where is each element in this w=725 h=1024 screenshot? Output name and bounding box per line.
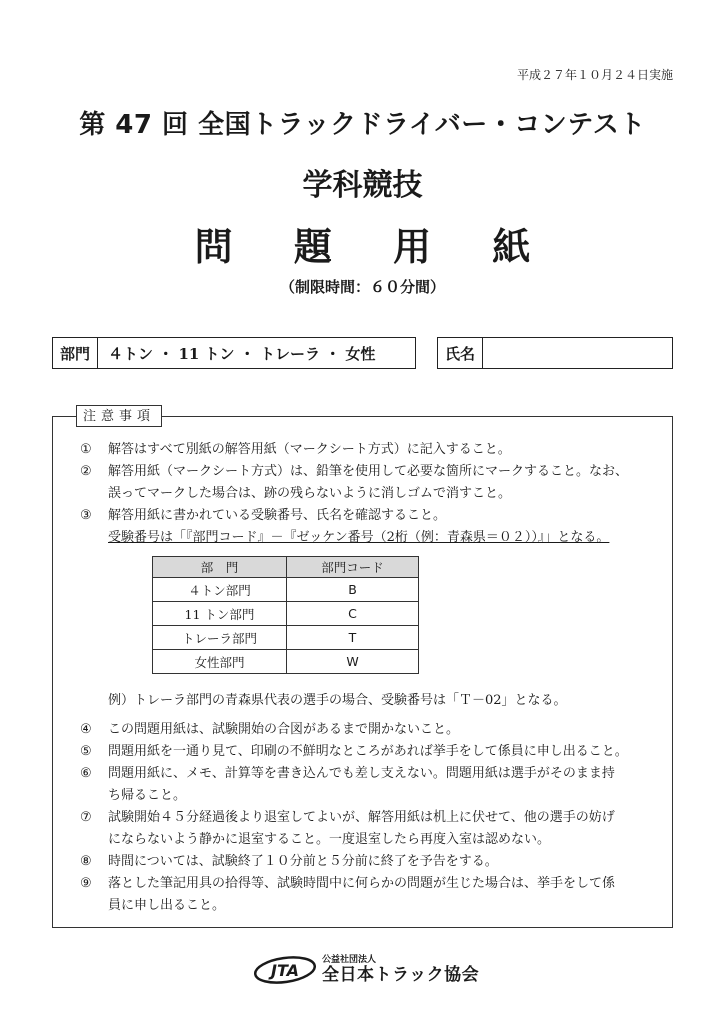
note-text: 落とした筆記用具の拾得等、試験時間中に何らかの問題が生じた場合は、挙手をして係	[108, 876, 616, 891]
table-row	[153, 626, 419, 650]
note-number: ②	[80, 464, 92, 479]
exam-number-format: 受験番号は「『部門コード』－『ゼッケン番号（2桁（例：青森県＝０２））』」となる。	[108, 530, 610, 545]
table-header-row	[153, 557, 419, 578]
division-label: 部門	[53, 338, 98, 368]
division-field	[52, 337, 416, 369]
note-item-5	[80, 742, 628, 762]
table-header: 部 門	[153, 557, 287, 578]
note-item-7	[80, 808, 615, 828]
note-item-3	[80, 506, 446, 526]
note-text: 試験開始４５分経過後より退室してよいが、解答用紙は机上に伏せて、他の選手の妨げ	[108, 810, 615, 825]
jta-logo	[254, 955, 479, 985]
example-note: 例）トレーラ部門の青森県代表の選手の場合、受験番号は「Ｔ－02」となる。	[108, 693, 567, 708]
note-number: ③	[80, 508, 92, 523]
note-item-4	[80, 720, 459, 740]
table-cell: 11 トン部門	[153, 602, 287, 626]
table-cell: C	[287, 602, 419, 626]
subject-title: 学科競技	[302, 168, 423, 203]
table-row	[153, 650, 419, 674]
note-number: ⑤	[80, 744, 92, 759]
note-text: 解答用紙に書かれている受験番号、氏名を確認すること。	[108, 508, 447, 523]
table-cell: トレーラ部門	[153, 626, 287, 650]
note-text: 問題用紙に、メモ、計算等を書き込んでも差し支えない。問題用紙は選手がそのまま持	[108, 766, 615, 781]
note-text: この問題用紙は、試験開始の合図があるまで開かないこと。	[108, 722, 460, 737]
note-text: 解答はすべて別紙の解答用紙（マークシート方式）に記入すること。	[108, 442, 511, 457]
table-cell: 女性部門	[153, 650, 287, 674]
org-type: 公益社団法人	[322, 955, 377, 965]
note-number: ⑨	[80, 876, 92, 891]
table-header: 部門コード	[287, 557, 419, 578]
note-text-cont: 誤ってマークした場合は、跡の残らないように消しゴムで消すこと。	[108, 486, 512, 501]
table-cell: ４トン部門	[153, 578, 287, 602]
org-name-block	[322, 955, 479, 985]
svg-text:JTA: JTA	[270, 961, 300, 980]
note-item-8	[80, 852, 498, 872]
note-text: 時間については、試験終了１０分前と５分前に終了を予告をする。	[108, 854, 498, 869]
contest-title: 第 47 回 全国トラックドライバー・コンテスト	[79, 110, 646, 140]
note-item-1	[80, 440, 511, 460]
notes-title: 注意事項	[76, 405, 162, 427]
table-cell: B	[287, 578, 419, 602]
table-cell: T	[287, 626, 419, 650]
note-text: 解答用紙（マークシート方式）は、鉛筆を使用して必要な箇所にマークすること。なお、	[108, 464, 629, 479]
note-text-cont: ち帰ること。	[108, 788, 187, 803]
exam-date: 平成２７年１０月２４日実施	[516, 68, 673, 82]
name-input[interactable]	[483, 338, 672, 368]
table-row	[153, 602, 419, 626]
document-title: 問 題 用 紙	[194, 225, 555, 269]
note-number: ④	[80, 722, 92, 737]
division-options: ４トン ・ 11 トン ・ トレーラ ・ 女性	[108, 344, 376, 363]
note-text: 問題用紙を一通り見て、印刷の不鮮明なところがあれば挙手をして係員に申し出ること。	[108, 744, 628, 759]
name-field	[437, 337, 673, 369]
note-number: ⑦	[80, 810, 92, 825]
org-name: 全日本トラック協会	[322, 965, 480, 985]
division-code-table	[152, 556, 419, 674]
table-cell: W	[287, 650, 419, 674]
note-item-9	[80, 874, 615, 894]
note-text-cont: 員に申し出ること。	[108, 898, 226, 913]
note-number: ⑥	[80, 766, 92, 781]
note-number: ①	[80, 442, 92, 457]
name-label: 氏名	[438, 338, 483, 368]
jta-logo-icon	[254, 956, 316, 984]
note-item-2	[80, 462, 628, 482]
note-item-6	[80, 764, 615, 784]
table-row	[153, 578, 419, 602]
time-limit: （制限時間：６０分間）	[279, 278, 445, 296]
note-text-cont: にならないよう静かに退室すること。一度退室したら再度入室は認めない。	[108, 832, 551, 847]
note-number: ⑧	[80, 854, 92, 869]
